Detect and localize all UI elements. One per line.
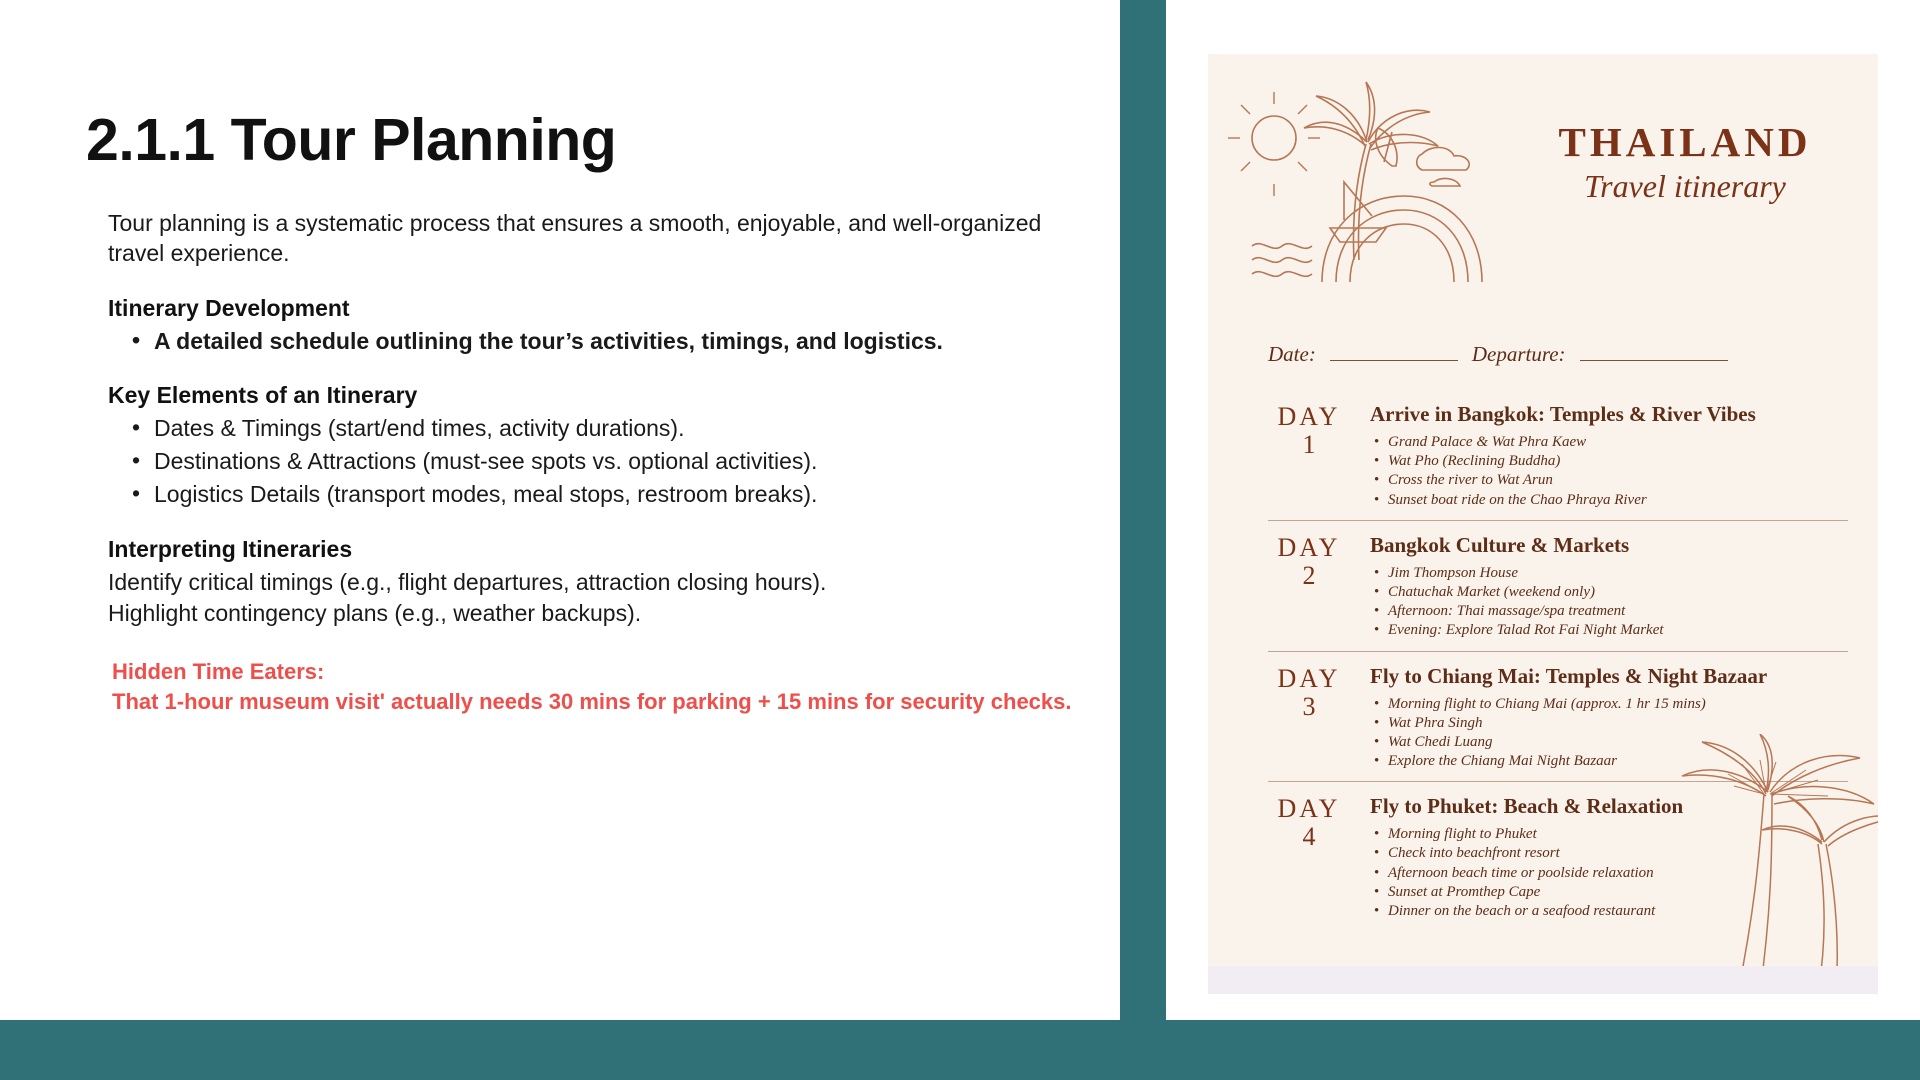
intro-paragraph: Tour planning is a systematic process that ensures a smooth, enjoyable, and well-organized travel experience. xyxy=(108,209,1042,267)
day-body xyxy=(1370,664,1848,772)
list-item: • Sunset at Promthep Cape xyxy=(1388,883,1848,902)
list-item: • Morning flight to Phuket xyxy=(1388,825,1848,844)
date-input-rule[interactable] xyxy=(1330,344,1458,361)
section-heading-itinerary-development: Itinerary Development xyxy=(108,294,350,321)
list-item: • Grand Palace & Wat Phra Kaew xyxy=(1388,433,1848,452)
list-item: • Dinner on the beach or a seafood restaurant xyxy=(1388,902,1848,921)
day-digit: 2 xyxy=(1302,560,1316,590)
list-item: • Afternoon beach time or poolside relaxation xyxy=(1388,864,1848,883)
page-title: 2.1.1 Tour Planning xyxy=(86,107,617,173)
callout-text: That 1-hour museum visit' actually needs 30 mins for parking + 15 mins for security checks. xyxy=(112,688,1072,714)
day-word: DAY xyxy=(1277,532,1341,562)
thailand-itinerary-card xyxy=(1208,54,1878,994)
list-item: • A detailed schedule outlining the tour’s activities, timings, and logistics. xyxy=(154,326,1086,357)
list-item: • Explore the Chiang Mai Night Bazaar xyxy=(1388,752,1848,771)
interpreting-line-1: Identify critical timings (e.g., flight departures, attraction closing hours). xyxy=(108,568,827,595)
card-brand xyxy=(1520,118,1850,205)
departure-input-rule[interactable] xyxy=(1580,344,1728,361)
day-row xyxy=(1268,782,1848,931)
day-row xyxy=(1268,521,1848,652)
list-item: • Wat Phra Singh xyxy=(1388,714,1848,733)
day-number xyxy=(1268,402,1350,510)
card-fields xyxy=(1268,342,1848,367)
day-items xyxy=(1370,564,1848,641)
callout-heading: Hidden Time Eaters: xyxy=(112,658,325,684)
day-list xyxy=(1268,390,1848,931)
day-row xyxy=(1268,652,1848,783)
list-item: • Sunset boat ride on the Chao Phraya River xyxy=(1388,491,1848,510)
day-body xyxy=(1370,533,1848,641)
list-item: • Wat Chedi Luang xyxy=(1388,733,1848,752)
bullet-list-itinerary-development xyxy=(108,326,1086,357)
list-item: • Logistics Details (transport modes, meal stops, restroom breaks). xyxy=(154,479,1086,510)
day-title: Bangkok Culture & Markets xyxy=(1370,532,1630,557)
day-items xyxy=(1370,825,1848,921)
tropical-lineart-icon xyxy=(1226,70,1526,300)
day-row xyxy=(1268,390,1848,521)
list-item: • Jim Thompson House xyxy=(1388,564,1848,583)
list-item: • Cross the river to Wat Arun xyxy=(1388,471,1848,490)
day-digit: 3 xyxy=(1302,691,1316,721)
day-body xyxy=(1370,794,1848,921)
departure-label: Departure: xyxy=(1471,342,1566,366)
hidden-time-eaters-callout xyxy=(108,659,1086,716)
section-heading-interpreting-itineraries: Interpreting Itineraries xyxy=(108,535,353,562)
day-number xyxy=(1268,533,1350,641)
day-word: DAY xyxy=(1277,402,1341,431)
day-number xyxy=(1268,794,1350,921)
day-digit: 4 xyxy=(1302,822,1316,852)
list-item: • Afternoon: Thai massage/spa treatment xyxy=(1388,602,1848,621)
list-item: • Chatuchak Market (weekend only) xyxy=(1388,583,1848,602)
day-items xyxy=(1370,695,1848,772)
list-item: • Destinations & Attractions (must-see spots vs. optional activities). xyxy=(154,446,1086,477)
day-word: DAY xyxy=(1277,663,1341,693)
brand-subtitle: Travel itinerary xyxy=(1584,168,1786,204)
day-title: Fly to Chiang Mai: Temples & Night Bazaar xyxy=(1370,663,1768,688)
day-digit: 1 xyxy=(1302,430,1316,459)
brand-title: THAILAND xyxy=(1558,119,1812,165)
body-block xyxy=(86,208,1086,716)
list-item: • Dates & Timings (start/end times, activity durations). xyxy=(154,413,1086,444)
bullet-list-key-elements xyxy=(108,413,1086,509)
list-item: • Wat Pho (Reclining Buddha) xyxy=(1388,452,1848,471)
day-word: DAY xyxy=(1277,794,1341,824)
list-item: • Morning flight to Chiang Mai (approx. 1 hr 15 mins) xyxy=(1388,695,1848,714)
slide-content xyxy=(86,107,1086,716)
list-item: • Evening: Explore Talad Rot Fai Night Market xyxy=(1388,621,1848,640)
day-title: Arrive in Bangkok: Temples & River Vibes xyxy=(1370,402,1756,426)
card-footer-strip xyxy=(1208,966,1878,994)
day-title: Fly to Phuket: Beach & Relaxation xyxy=(1370,794,1684,819)
day-body xyxy=(1370,402,1848,510)
list-item: • Check into beachfront resort xyxy=(1388,844,1848,863)
section-heading-key-elements: Key Elements of an Itinerary xyxy=(108,382,418,409)
day-items xyxy=(1370,433,1848,510)
day-number xyxy=(1268,664,1350,772)
interpreting-line-2: Highlight contingency plans (e.g., weather backups). xyxy=(108,599,642,626)
date-label: Date: xyxy=(1268,342,1316,366)
